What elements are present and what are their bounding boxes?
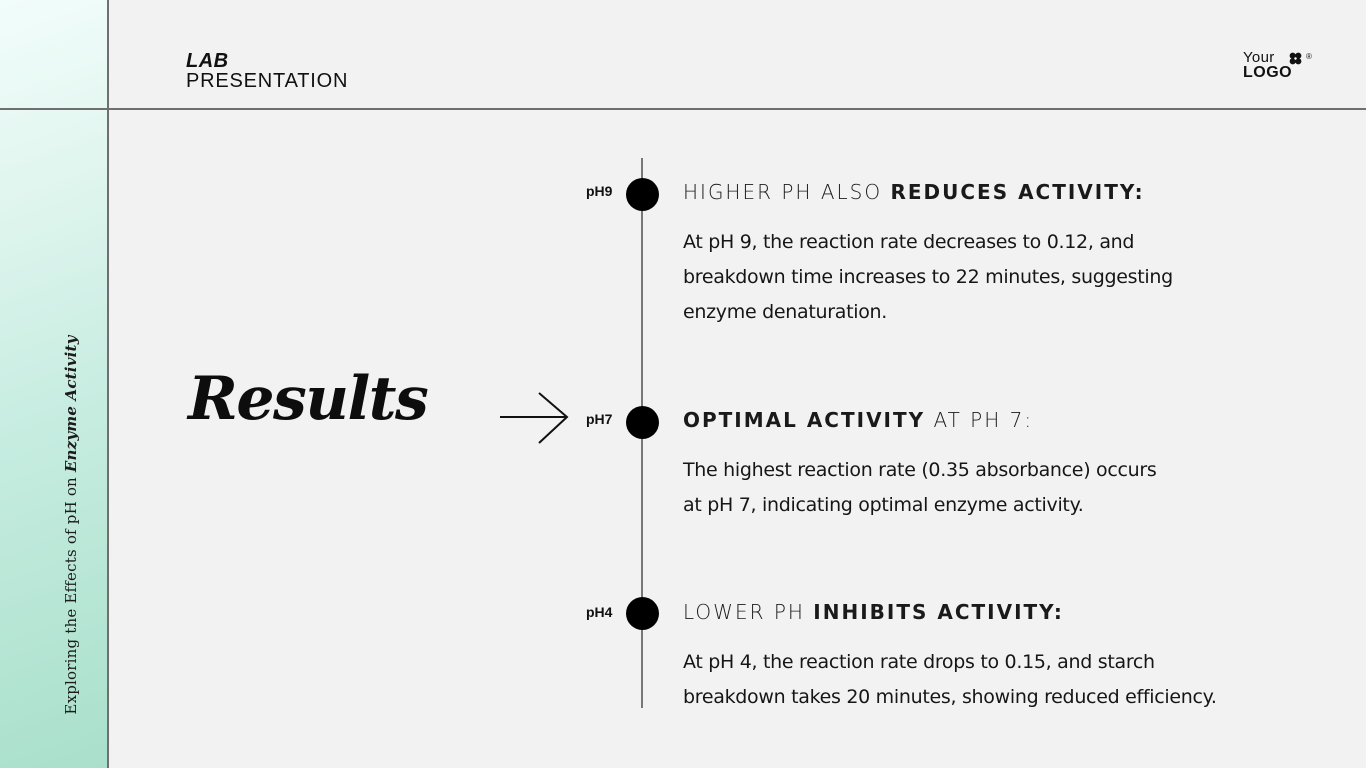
- timeline-heading: [683, 180, 1145, 204]
- ph-label: pH4: [586, 604, 613, 620]
- body-line: breakdown time increases to 22 minutes, suggesting: [683, 266, 1173, 288]
- timeline-dot: [626, 597, 659, 630]
- sidebar-gradient-panel: [0, 0, 107, 768]
- body-line: At pH 9, the reaction rate decreases to 0.12, and: [683, 231, 1135, 253]
- body-line: breakdown takes 20 minutes, showing reduced efficiency.: [683, 686, 1217, 708]
- timeline-heading: [683, 408, 1033, 432]
- sidebar-subtitle-emphasis: Enzyme Activity: [62, 335, 80, 473]
- flower-icon: [1289, 52, 1302, 65]
- heading-bold: REDUCES ACTIVITY:: [890, 180, 1145, 204]
- logo-line-2: LOGO: [1243, 64, 1293, 81]
- timeline-dot: [626, 178, 659, 211]
- timeline-body: [683, 453, 1303, 523]
- body-line: enzyme denaturation.: [683, 301, 888, 323]
- body-line: at pH 7, indicating optimal enzyme activity.: [683, 494, 1084, 516]
- arrow-right-icon: [499, 392, 571, 446]
- timeline-body: [683, 225, 1303, 330]
- ph-label: pH7: [586, 411, 613, 427]
- registered-mark: ®: [1306, 52, 1312, 61]
- timeline-heading: [683, 600, 1064, 624]
- page-title: Results: [188, 364, 428, 434]
- body-line: The highest reaction rate (0.35 absorbance) occurs: [683, 459, 1157, 481]
- heading-light: HIGHER PH ALSO: [683, 180, 891, 204]
- sidebar-subtitle-plain: Exploring the Effects of pH on: [62, 472, 80, 715]
- brand-line-1: LAB: [186, 50, 229, 72]
- timeline-dot: [626, 406, 659, 439]
- logo-line-1: Your: [1243, 49, 1275, 66]
- vertical-divider: [107, 0, 109, 768]
- brand-line-2: PRESENTATION: [186, 70, 349, 92]
- brand-title: [186, 51, 348, 91]
- heading-tail: AT PH 7:: [925, 408, 1034, 432]
- heading-bold: OPTIMAL ACTIVITY: [683, 408, 926, 432]
- heading-bold: INHIBITS ACTIVITY:: [813, 600, 1064, 624]
- sidebar-subtitle: [62, 335, 80, 714]
- horizontal-divider: [0, 108, 1366, 110]
- body-line: At pH 4, the reaction rate drops to 0.15, and starch: [683, 651, 1155, 673]
- timeline-body: [683, 645, 1303, 715]
- company-logo: [1243, 50, 1323, 80]
- ph-label: pH9: [586, 183, 613, 199]
- heading-light: LOWER PH: [683, 600, 814, 624]
